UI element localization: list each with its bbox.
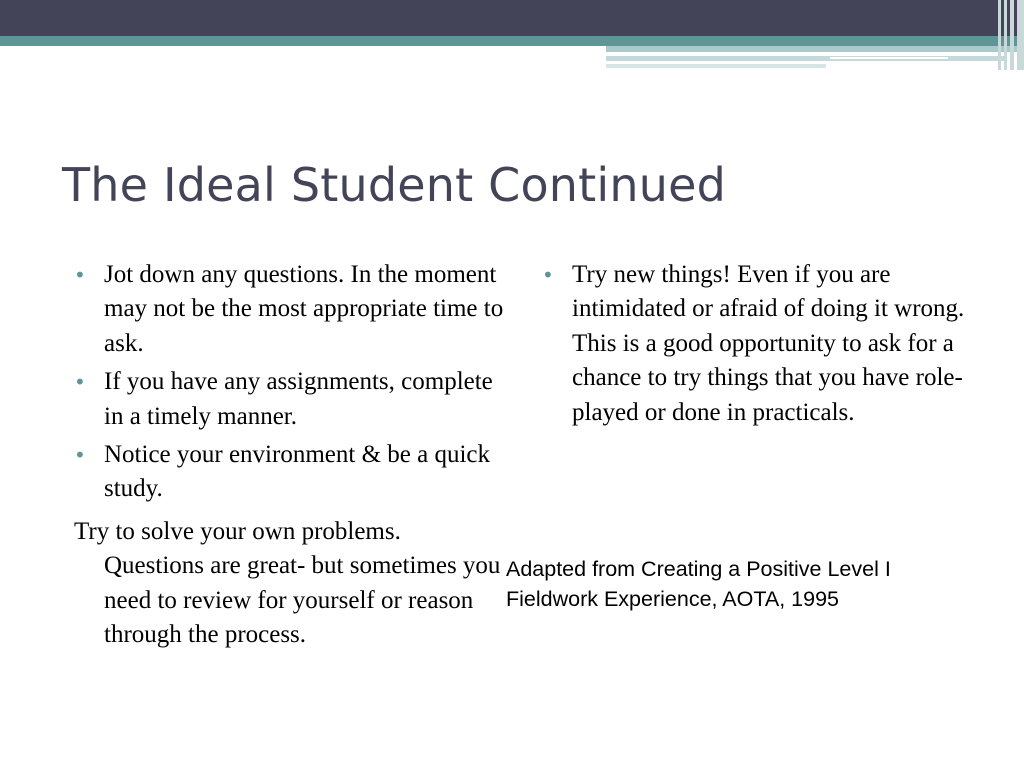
bullet-icon: • bbox=[74, 443, 86, 468]
right-bullet-list bbox=[542, 258, 982, 430]
citation bbox=[506, 554, 986, 614]
left-paragraph: Try to solve your own problems. Questions are great- but sometimes you need to review for yourself or reason through the process. bbox=[74, 517, 501, 649]
bullet-item bbox=[74, 365, 504, 434]
header-light-band-3 bbox=[606, 64, 826, 68]
slide-title: The Ideal Student Continued bbox=[62, 158, 726, 212]
bullet-icon: • bbox=[542, 263, 554, 287]
header-dark-band bbox=[0, 0, 1024, 36]
bullet-icon: • bbox=[74, 263, 86, 287]
left-column bbox=[74, 258, 504, 652]
header-teal-band bbox=[0, 36, 1024, 46]
bullet-item bbox=[74, 258, 504, 361]
right-column bbox=[542, 258, 982, 434]
bullet-item bbox=[542, 258, 982, 430]
header-accent-line bbox=[830, 57, 948, 59]
header-stripes bbox=[998, 0, 1024, 70]
bullet-item bbox=[74, 438, 504, 507]
citation-line: Adapted from Creating a Positive Level I bbox=[506, 557, 891, 581]
bullet-text: Jot down any questions. In the moment may not be the most appropriate time to ask. bbox=[104, 261, 504, 357]
bullet-text: Try new things! Even if you are intimidated or afraid of doing it wrong. This is a good opportunity to ask for a chance to try things that you have role-played or done in practicals. bbox=[572, 261, 965, 426]
bullet-text: Notice your environment & be a quick study. bbox=[104, 441, 490, 503]
header-light-band bbox=[606, 46, 1024, 52]
bullet-text: If you have any assignments, complete in a timely manner. bbox=[104, 368, 493, 430]
left-bullet-list bbox=[74, 258, 504, 507]
citation-line: Fieldwork Experience, AOTA, 1995 bbox=[506, 587, 840, 611]
bullet-icon: • bbox=[74, 370, 86, 395]
